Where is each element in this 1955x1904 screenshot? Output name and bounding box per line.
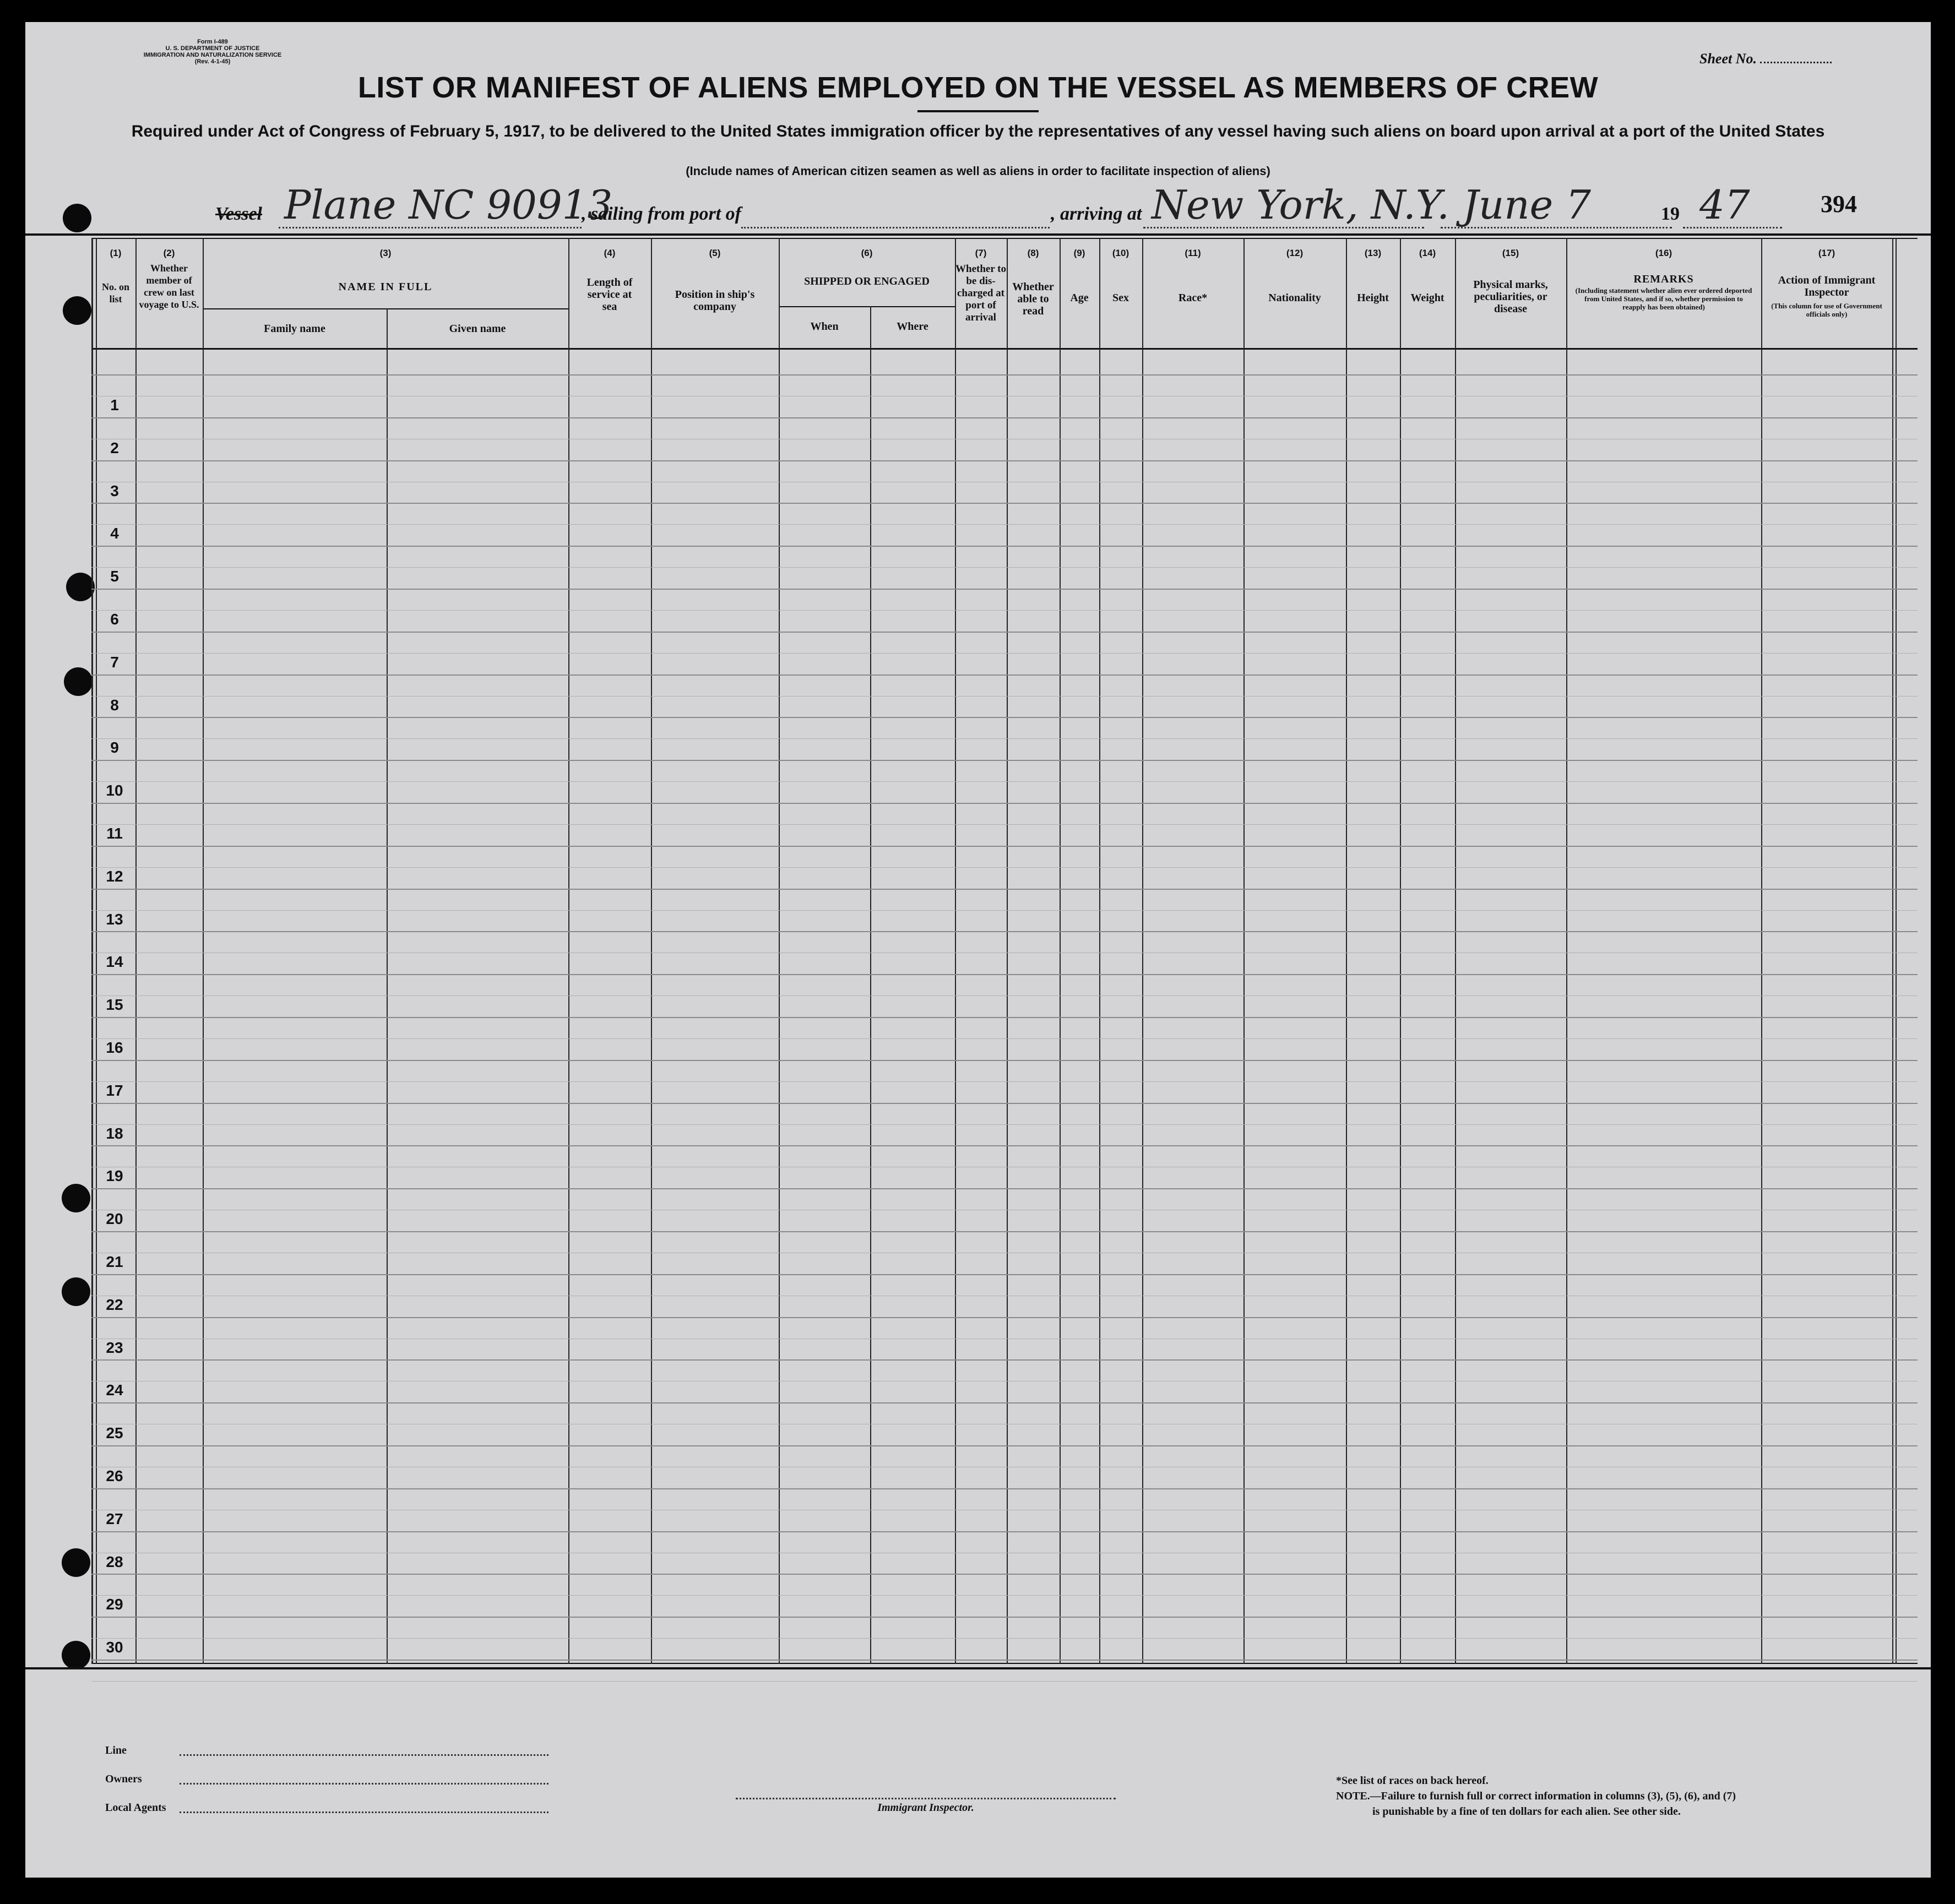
col-header-height: Height <box>1357 292 1389 304</box>
row-rule <box>91 1274 1918 1275</box>
row-subrule <box>91 610 1918 611</box>
punch-hole <box>63 296 91 325</box>
row-number: 6 <box>110 611 119 628</box>
arriving-value: New York, N.Y. <box>1152 182 1449 228</box>
row-number: 27 <box>106 1510 123 1527</box>
row-rule <box>91 1531 1918 1532</box>
row-number: 7 <box>110 653 119 671</box>
col-header-crew-last-voyage: Whether member of crew on last voyage to U.S. <box>139 263 199 310</box>
col-num: (13) <box>1364 248 1382 258</box>
punch-hole <box>62 1184 90 1212</box>
col-num: (6) <box>861 248 873 258</box>
row-rule <box>91 1317 1918 1318</box>
punch-hole <box>62 1641 90 1669</box>
row-number: 2 <box>110 439 119 456</box>
col-num: (10) <box>1112 248 1129 258</box>
punch-hole <box>66 573 95 601</box>
sheet-number: 394 <box>1821 191 1857 217</box>
row-subrule <box>91 1595 1918 1596</box>
row-subrule <box>91 524 1918 525</box>
row-number: 13 <box>106 910 123 928</box>
col-header-where: Where <box>897 320 928 333</box>
col-num: (8) <box>1027 248 1039 258</box>
row-number: 22 <box>106 1296 123 1313</box>
row-subrule <box>91 867 1918 868</box>
local-agents-label: Local Agents <box>105 1802 166 1814</box>
col-header-physical-marks: Physical marks, peculiarities, or disease <box>1473 279 1548 315</box>
row-subrule <box>91 1638 1918 1639</box>
inspector-signature-line <box>736 1798 1116 1799</box>
punch-hole <box>62 1548 90 1577</box>
line-field <box>180 1754 549 1756</box>
sheet-no-field <box>1699 51 1832 67</box>
col-num: (4) <box>604 248 616 258</box>
col-num: (3) <box>379 248 392 258</box>
col-header-age: Age <box>1070 292 1089 304</box>
row-number: 8 <box>110 696 119 714</box>
row-subrule <box>91 910 1918 911</box>
row-number: 30 <box>106 1639 123 1656</box>
row-number: 19 <box>106 1167 123 1185</box>
row-rule <box>91 1231 1918 1232</box>
col-header-when: When <box>810 320 839 333</box>
row-number: 14 <box>106 953 123 971</box>
row-rule <box>91 1445 1918 1446</box>
year-prefix: 19 <box>1661 204 1680 224</box>
row-subrule <box>91 995 1918 996</box>
row-number: 4 <box>110 525 119 542</box>
col-num: (1) <box>110 248 122 258</box>
row-number: 16 <box>106 1039 123 1056</box>
col-num: (5) <box>709 248 721 258</box>
row-number: 26 <box>106 1467 123 1484</box>
row-rule <box>91 1145 1918 1146</box>
row-rule <box>91 889 1918 890</box>
row-rule <box>91 1188 1918 1189</box>
row-number: 5 <box>110 568 119 585</box>
col-header-shipped: SHIPPED OR ENGAGED <box>804 275 930 287</box>
row-number: 25 <box>106 1424 123 1442</box>
col-num: (9) <box>1073 248 1085 258</box>
manifest-sheet <box>25 22 1931 1878</box>
row-rule <box>91 846 1918 847</box>
sailing-port-field <box>741 227 1050 229</box>
year-value: 47 <box>1699 182 1750 228</box>
col-num: (11) <box>1185 248 1201 258</box>
row-number: 15 <box>106 996 123 1014</box>
col-header-family-name: Family name <box>264 323 325 335</box>
row-number: 24 <box>106 1381 123 1399</box>
sheet-no-label: Sheet No. <box>1699 51 1757 67</box>
row-number: 17 <box>106 1081 123 1099</box>
row-rule <box>91 374 1918 376</box>
local-agents-field <box>180 1811 549 1813</box>
penalty-note: NOTE.—Failure to furnish full or correct information in columns (3), (5), (6), and (7) <box>1336 1790 1736 1802</box>
row-subrule <box>91 781 1918 782</box>
col-header-length-of-service: Length of service at sea <box>586 276 633 313</box>
row-rule <box>91 803 1918 804</box>
col-header-weight: Weight <box>1410 292 1444 304</box>
owners-field <box>180 1783 549 1785</box>
row-rule <box>91 717 1918 718</box>
col-header-remarks-detail: (Including statement whether alien ever ordered deported from United States, and if so, whether permission to reapply has been obtained) <box>1575 286 1752 311</box>
row-rule <box>91 760 1918 761</box>
row-subrule <box>91 1124 1918 1125</box>
col-header-race: Race* <box>1178 292 1208 304</box>
col-header-sex: Sex <box>1112 292 1129 304</box>
row-subrule <box>91 1681 1918 1682</box>
service: IMMIGRATION AND NATURALIZATION SERVICE <box>143 52 282 58</box>
row-rule <box>91 1488 1918 1489</box>
race-note: *See list of races on back hereof. <box>1336 1775 1489 1787</box>
col-num: (16) <box>1655 248 1672 258</box>
row-rule <box>91 1060 1918 1061</box>
col-header-remarks: REMARKS <box>1633 273 1694 285</box>
row-number: 10 <box>106 782 123 799</box>
punch-hole <box>63 204 91 232</box>
col-num: (14) <box>1419 248 1436 258</box>
row-subrule <box>91 653 1918 654</box>
penalty-note-cont: is punishable by a fine of ten dollars for each alien. See other side. <box>1372 1805 1681 1818</box>
row-number: 28 <box>106 1553 123 1570</box>
vessel-value: Plane NC 90913 <box>284 182 613 228</box>
row-rule <box>91 674 1918 676</box>
col-header-discharged: Whether to be dis- charged at port of arrival <box>955 263 1006 323</box>
row-subrule <box>91 696 1918 697</box>
row-subrule <box>91 1038 1918 1039</box>
vessel-label: Vessel <box>215 204 262 224</box>
row-number: 11 <box>106 825 123 842</box>
row-rule <box>91 931 1918 932</box>
row-number: 29 <box>106 1596 123 1613</box>
row-rule <box>91 460 1918 461</box>
revision: (Rev. 4-1-45) <box>194 58 231 65</box>
row-number: 21 <box>106 1253 123 1270</box>
col-header-able-to-read: Whether able to read <box>1012 281 1054 317</box>
title-rule <box>917 110 1039 112</box>
row-rule <box>91 1574 1918 1575</box>
department: U. S. DEPARTMENT OF JUSTICE <box>165 45 260 52</box>
row-rule <box>91 1660 1918 1661</box>
col-header-given-name: Given name <box>449 323 506 335</box>
col-num: (2) <box>163 248 175 258</box>
arriving-label: , arriving at <box>1051 204 1142 224</box>
punch-hole <box>62 1277 90 1306</box>
col-header-inspector-action: Action of Immigrant Inspector <box>1778 274 1876 298</box>
row-rule <box>91 1017 1918 1018</box>
row-subrule <box>91 824 1918 825</box>
inspector-label: Immigrant Inspector. <box>877 1802 974 1814</box>
row-number: 12 <box>106 867 123 885</box>
row-rule <box>91 1402 1918 1403</box>
row-number: 18 <box>106 1124 123 1142</box>
col-num: (17) <box>1818 248 1835 258</box>
page-title: LIST OR MANIFEST OF ALIENS EMPLOYED ON THE VESSEL AS MEMBERS OF CREW <box>357 71 1599 104</box>
row-number: 9 <box>110 739 119 757</box>
col-num: (7) <box>975 248 987 258</box>
date-value: June 7 <box>1463 182 1591 228</box>
col-num: (12) <box>1286 248 1304 258</box>
row-subrule <box>91 567 1918 568</box>
col-header-nationality: Nationality <box>1268 292 1321 304</box>
row-rule <box>91 1617 1918 1618</box>
owners-label: Owners <box>105 1773 142 1785</box>
row-number: 20 <box>106 1210 123 1228</box>
include-note: (Include names of American citizen seamen as well as aliens in order to facilitate inspection of aliens) <box>686 164 1270 178</box>
row-rule <box>91 503 1918 504</box>
form-identifier <box>86 39 339 65</box>
row-rule <box>91 546 1918 547</box>
row-rule <box>91 632 1918 633</box>
row-number: 3 <box>110 482 119 499</box>
sailing-label: , sailing from port of <box>582 204 741 224</box>
row-subrule <box>91 738 1918 739</box>
col-num: (15) <box>1502 248 1519 258</box>
col-header-inspector-detail: (This column for use of Government officials only) <box>1771 302 1882 318</box>
row-rule <box>91 417 1918 418</box>
row-rule <box>91 1103 1918 1104</box>
row-rule <box>91 1359 1918 1361</box>
form-number: Form I-489 <box>197 39 228 45</box>
punch-hole <box>64 667 93 696</box>
row-subrule <box>91 1081 1918 1082</box>
row-number: 23 <box>106 1339 123 1356</box>
row-rule <box>91 974 1918 975</box>
line-label: Line <box>105 1744 127 1756</box>
col-header-name: NAME IN FULL <box>338 281 433 293</box>
subtitle: Required under Act of Congress of February 5, 1917, to be delivered to the United States immigration officer by the representatives of any vessel having such aliens on board upon arrival at a port of the United States <box>131 122 1825 140</box>
col-header-position: Position in ship's company <box>675 289 755 313</box>
row-rule <box>91 589 1918 590</box>
row-number: 1 <box>110 396 119 414</box>
col-header-no: No. on list <box>101 281 129 304</box>
